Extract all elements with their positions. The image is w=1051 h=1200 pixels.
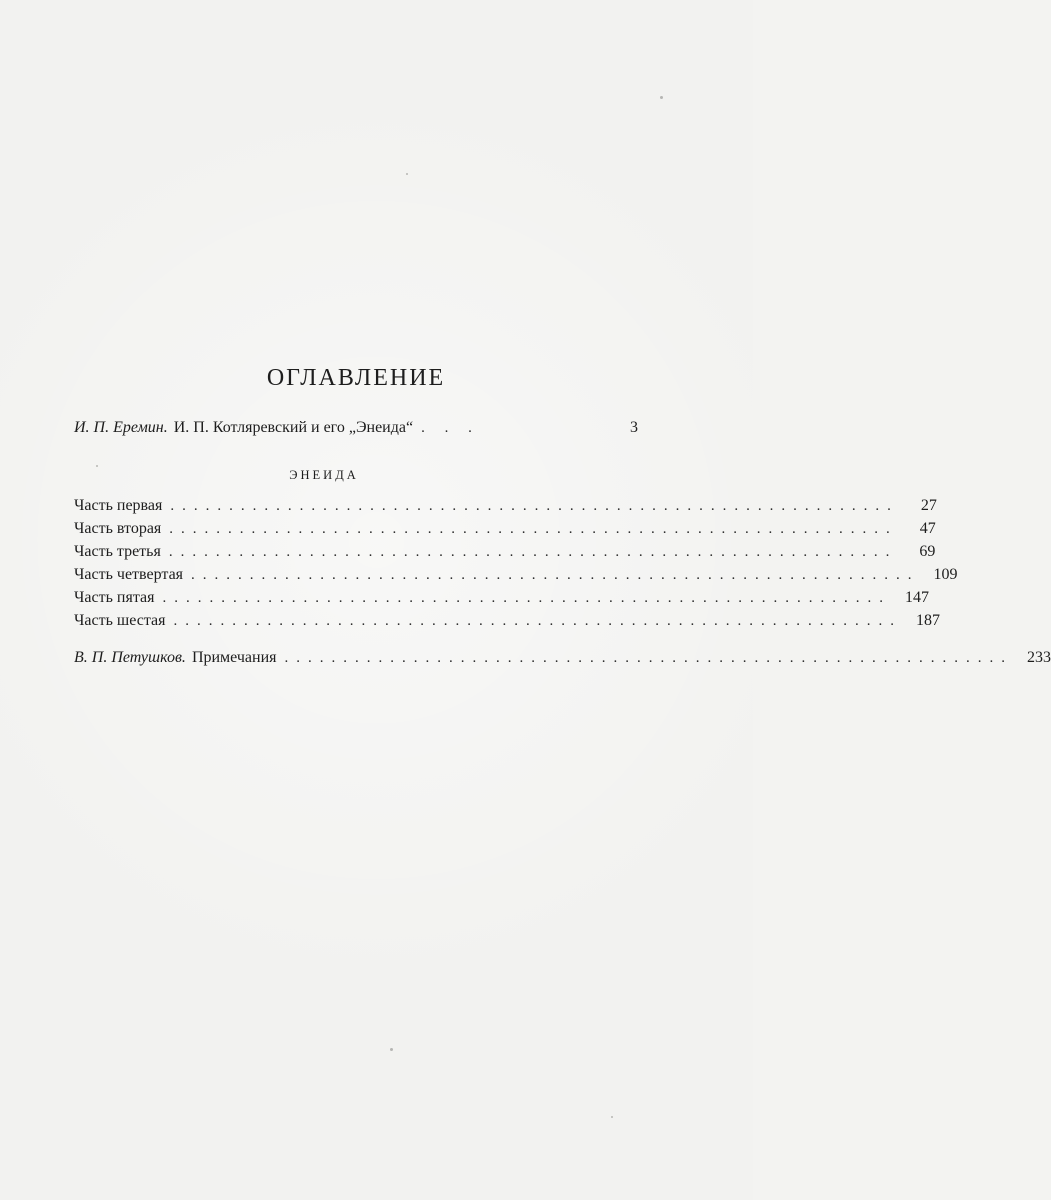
page-number: 233 <box>1027 649 1051 666</box>
section-heading: ЭНЕИДА <box>289 468 359 482</box>
intro-author: И. П. Еремин. <box>74 419 168 436</box>
dot-leader: .............................................................. <box>169 521 898 537</box>
entry-title: Часть первая <box>74 497 163 514</box>
paper-speck <box>660 96 663 99</box>
dot-leader: .............................................................. <box>284 650 1014 666</box>
paper-speck <box>406 173 408 175</box>
page-number: 27 <box>920 497 937 514</box>
page-number: 3 <box>630 419 638 436</box>
paper-speck <box>390 1048 393 1051</box>
intro-entry[interactable] <box>74 420 638 436</box>
entry-title: Часть пятая <box>74 589 155 606</box>
toc-entry[interactable] <box>74 543 936 560</box>
entry-title: Часть четвертая <box>74 566 184 583</box>
toc-entry[interactable] <box>74 589 929 606</box>
dot-leader: .............................................................. <box>173 613 902 629</box>
notes-entry[interactable] <box>74 649 1051 666</box>
paper-speck <box>96 465 98 467</box>
notes-author: В. П. Петушков. <box>74 649 186 666</box>
page-number: 69 <box>919 543 936 560</box>
page-number: 47 <box>919 520 936 537</box>
dot-leader: .............................................................. <box>191 567 920 583</box>
toc-entry[interactable] <box>74 566 958 583</box>
dot-leader: . . . <box>421 420 480 436</box>
toc-entry[interactable] <box>74 520 936 537</box>
page-number: 147 <box>904 589 929 606</box>
dot-leader: .............................................................. <box>168 544 898 560</box>
intro-title: И. П. Котляревский и его „Энеида“ <box>173 419 414 436</box>
page-number: 109 <box>933 566 958 583</box>
paper-speck <box>611 1116 613 1118</box>
entry-title: Часть шестая <box>74 612 166 629</box>
dot-leader: .............................................................. <box>170 498 899 514</box>
dot-leader: .............................................................. <box>162 590 891 606</box>
page-number: 187 <box>915 612 940 629</box>
notes-title: Примечания <box>191 649 277 666</box>
entry-title: Часть третья <box>74 543 161 560</box>
toc-entry[interactable] <box>74 497 937 514</box>
toc-title: ОГЛАВЛЕНИЕ <box>266 365 446 391</box>
entry-title: Часть вторая <box>74 520 162 537</box>
toc-entry[interactable] <box>74 612 940 629</box>
